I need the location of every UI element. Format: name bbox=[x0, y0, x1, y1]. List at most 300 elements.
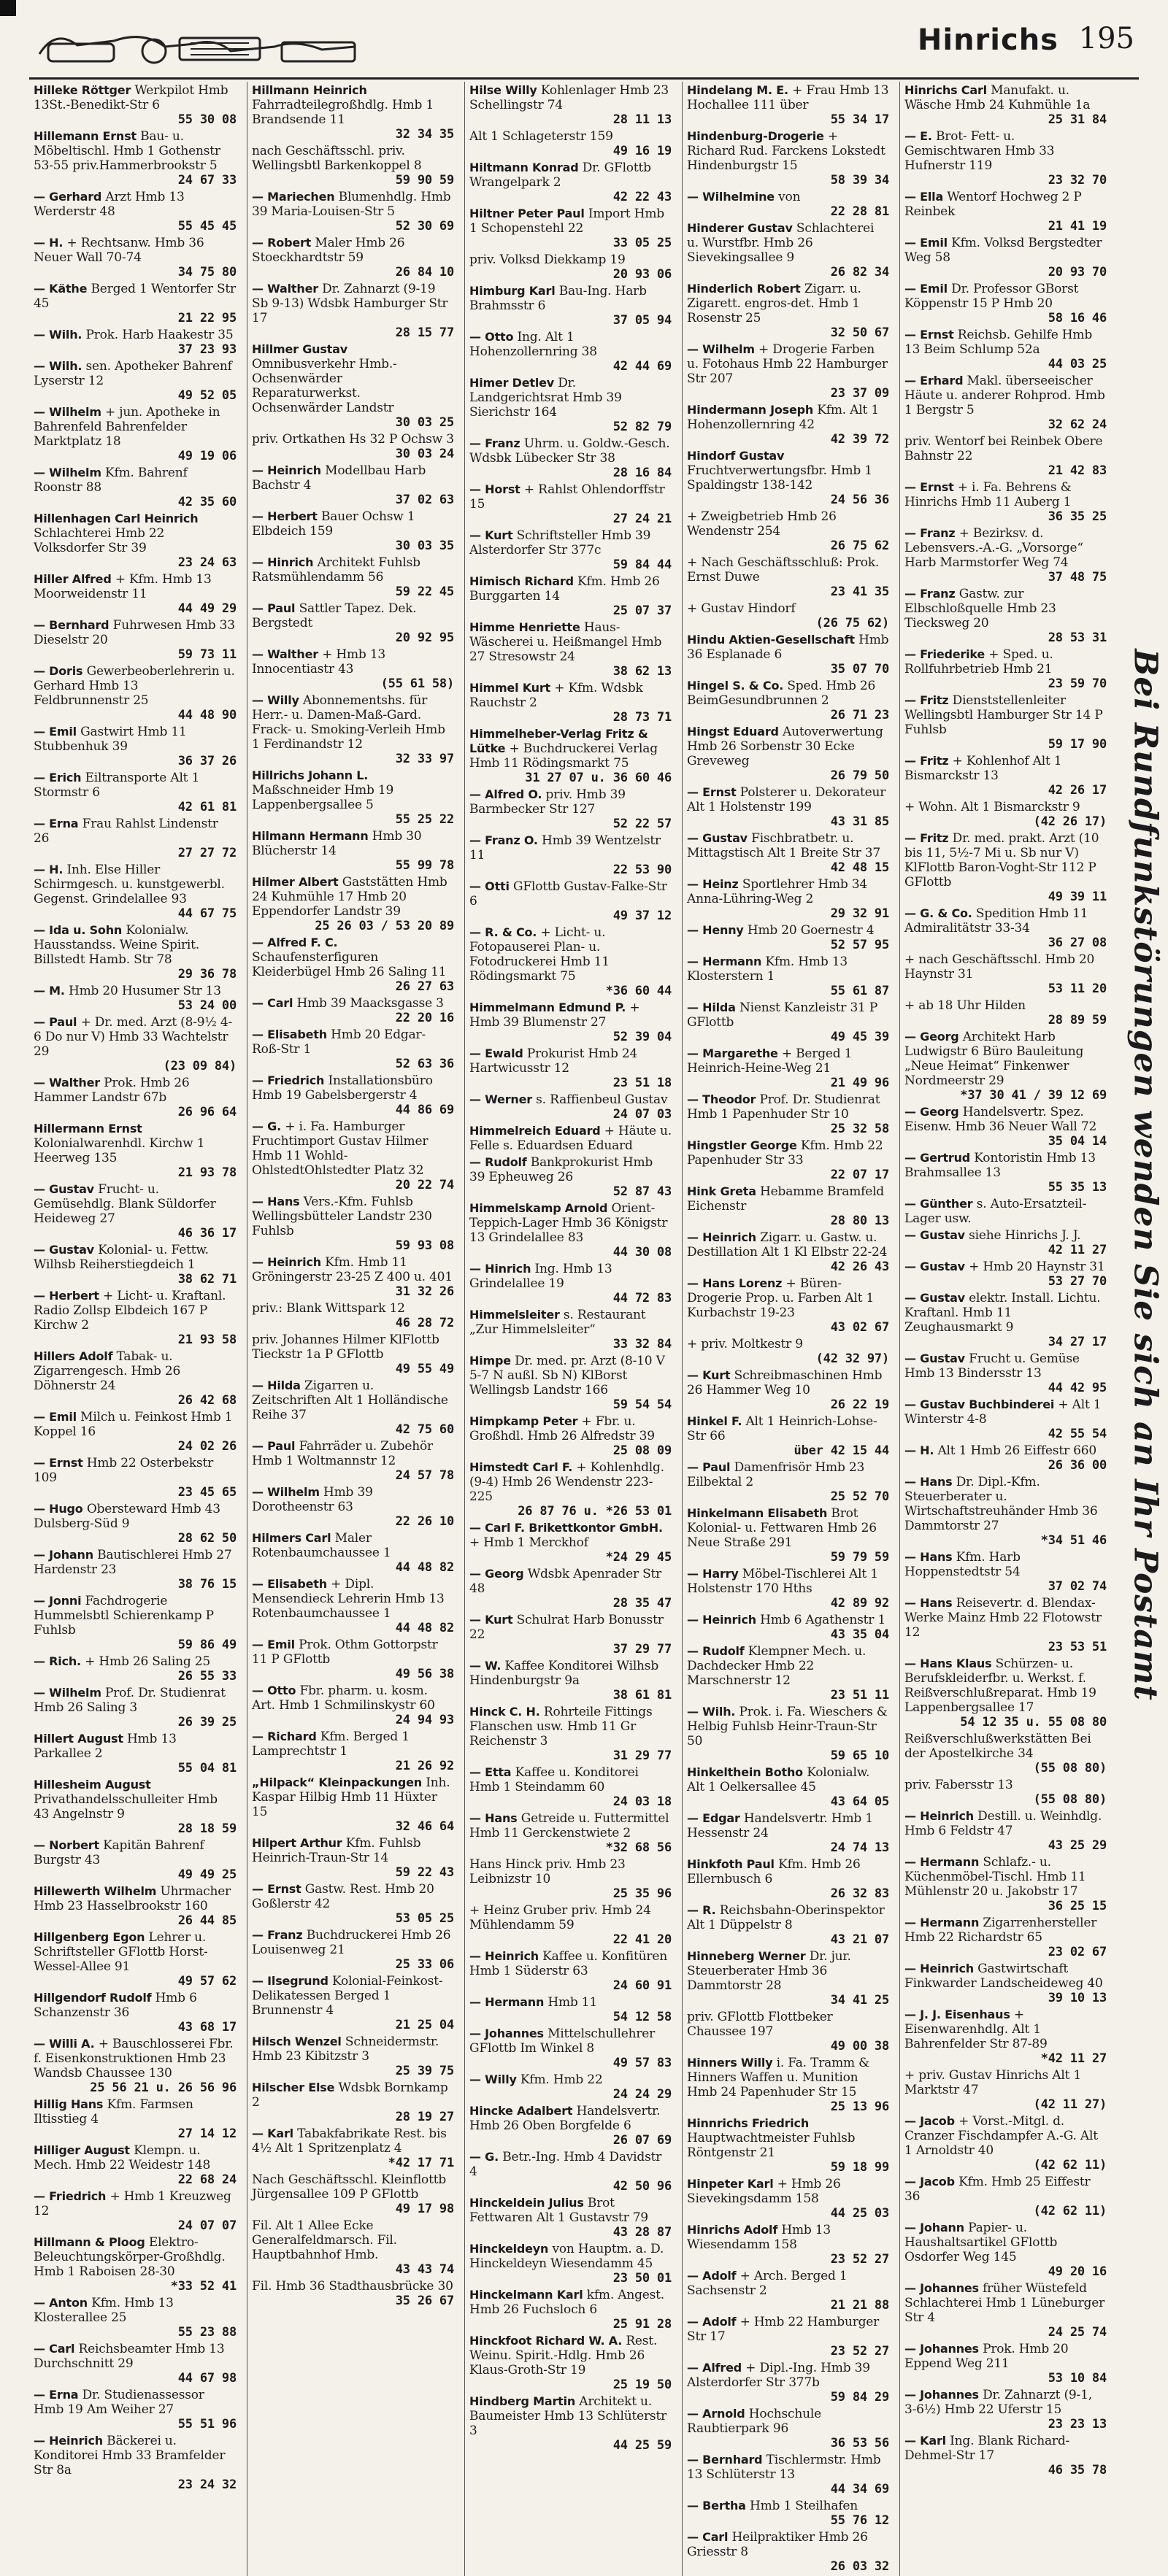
entry-details: Omnibusverkehr Hmb.-Ochsenwärder Reparaturwerkst. Ochsenwärder Landstr bbox=[252, 357, 397, 415]
entry-phone: 23 53 51 bbox=[1048, 1640, 1107, 1654]
entry-details: Kolonial-Feinkost-Delikatessen Berged 1 Brunnenstr 4 bbox=[252, 1974, 443, 2018]
entry-phone: 24 67 33 bbox=[177, 173, 237, 188]
entry-name: — Herbert bbox=[252, 509, 318, 523]
entry-details: Dr. Dipl.-Kfm. Steuerberater u. Wirtschaftstreuhänder Hmb 36 Dammtorstr 27 bbox=[904, 1475, 1098, 1533]
directory-entry bbox=[469, 2196, 672, 2240]
entry-details: früher Wüstefeld Schlachterei Hmb 1 Lüneburger Str 4 bbox=[904, 2281, 1105, 2325]
entry-name: — Walther bbox=[34, 1076, 100, 1090]
entry-details: Schriftsteller Hmb 39 Alsterdorfer Str 377c bbox=[469, 528, 651, 558]
entry-phone: 33 05 25 bbox=[612, 236, 672, 250]
entry-details: Zigarr. u. Zigarett. engros-det. Hmb 1 Rosenstr 25 bbox=[687, 282, 861, 325]
entry-name: — Fritz bbox=[904, 693, 949, 707]
entry-details: Polsterer u. Dekorateur Alt 1 Holstenstr 199 bbox=[687, 785, 886, 814]
entry-name: Himmel Kurt bbox=[469, 681, 550, 695]
entry-phone: 44 25 03 bbox=[830, 2206, 889, 2221]
entry-details: Installationsbüro Hmb 19 Gabelsbergerstr 4 bbox=[252, 1073, 433, 1103]
entry-phone: 34 27 17 bbox=[1048, 1335, 1107, 1349]
directory-entry bbox=[687, 2269, 889, 2313]
entry-phone: 49 56 38 bbox=[395, 1667, 454, 1681]
entry-name: — Gustav bbox=[904, 1228, 965, 1242]
entry-name: — Paul bbox=[252, 601, 296, 615]
entry-phone: 46 35 78 bbox=[1048, 2463, 1107, 2477]
entry-details: priv. Ortkathen Hs 32 P Ochsw 3 bbox=[252, 432, 454, 447]
directory-entry bbox=[904, 236, 1107, 279]
entry-details: + Drogerie Farben u. Fotohaus Hmb 22 Hamburger Str 207 bbox=[687, 342, 888, 386]
directory-entry bbox=[469, 1521, 672, 1565]
directory-entry bbox=[687, 1811, 889, 1855]
entry-phone: 28 16 84 bbox=[612, 466, 672, 480]
entry-phone: 36 53 56 bbox=[830, 2436, 889, 2450]
entry-details: Buchdruckerei Hmb 26 Louisenweg 21 bbox=[252, 1928, 451, 1957]
entry-details: + Kohlenhdlg. (9-4) Hmb 26 Wendenstr 223-225 bbox=[469, 1460, 664, 1504]
entry-details: Prok. Harb Haakestr 35 bbox=[85, 328, 234, 342]
entry-details: Papier- u. Haushaltsartikel GFlottb Osdorfer Weg 145 bbox=[904, 2221, 1058, 2264]
entry-details: Kfm. Hmb 22 Papenhuder Str 33 bbox=[687, 1138, 883, 1168]
entry-details: Ing. Blank Richard-Dehmel-Str 17 bbox=[904, 2434, 1070, 2463]
entry-phone: 23 41 35 bbox=[830, 585, 889, 599]
entry-phone: *34 51 46 bbox=[1040, 1533, 1107, 1548]
entry-name: — Wilhelm bbox=[252, 1485, 320, 1499]
entry-phone: 32 34 35 bbox=[395, 127, 454, 142]
entry-details: Reisevertr. d. Blendax-Werke Mainz Hmb 22 Flotowstr 12 bbox=[904, 1596, 1102, 1640]
directory-entry bbox=[904, 480, 1107, 524]
entry-name: Hillemann Ernst bbox=[34, 129, 137, 143]
directory-entry bbox=[904, 906, 1107, 950]
entry-name: Hinneberg Werner bbox=[687, 1949, 806, 1963]
entry-phone: 38 76 15 bbox=[177, 1577, 237, 1592]
entry-name: — Jacob bbox=[904, 2114, 955, 2128]
directory-entry bbox=[687, 1276, 889, 1335]
entry-details: Wdsbk Apenrader Str 48 bbox=[469, 1567, 662, 1596]
directory-entry bbox=[687, 633, 889, 676]
entry-name: Hillrichs Johann L. bbox=[252, 768, 369, 782]
entry-phone: 21 41 19 bbox=[1048, 219, 1107, 234]
directory-entry bbox=[252, 875, 454, 933]
entry-details: Gastwirt Hmb 11 Stubbenhuk 39 bbox=[34, 725, 187, 754]
entry-name: Hilsch Wenzel bbox=[252, 2035, 342, 2048]
entry-name: — Jonni bbox=[34, 1594, 82, 1608]
entry-name: — Emil bbox=[34, 1410, 77, 1424]
entry-phone: 53 05 25 bbox=[395, 1911, 454, 1926]
directory-entry bbox=[34, 1732, 237, 1775]
directory-entry bbox=[904, 1809, 1107, 1853]
directory-entry bbox=[252, 1439, 454, 1483]
page-number: 195 bbox=[1078, 22, 1134, 55]
directory-entry bbox=[34, 923, 237, 982]
directory-entry bbox=[469, 207, 672, 250]
entry-details: Abonnementshs. für Herr.- u. Damen-Maß-Gard. Frack- u. Smoking-Verleih Hmb 1 Ferdinandstr 12 bbox=[252, 693, 445, 752]
entry-name: — Gustav bbox=[904, 1351, 965, 1365]
entry-phone: 26 22 19 bbox=[830, 1397, 889, 1412]
entry-details: Dienststellenleiter Wellingsbtl Hamburger Str 14 P Fuhlsb bbox=[904, 693, 1103, 737]
directory-entry bbox=[34, 2097, 237, 2141]
entry-details: + jun. Apotheke in Bahrenfeld Bahrenfelder Marktplatz 18 bbox=[34, 405, 220, 449]
entry-name: — Hilda bbox=[687, 1000, 736, 1014]
entry-name: — Hermann bbox=[687, 955, 762, 968]
entry-phone: 28 11 13 bbox=[612, 112, 672, 127]
entry-details: Architekt u. Baumeister Hmb 13 Schlüterstr 3 bbox=[469, 2394, 667, 2438]
entry-details: Brot Fettwaren Alt 1 Gustavstr 79 bbox=[469, 2196, 648, 2225]
entry-details: elektr. Install. Lichtu. Kraftanl. Hmb 11 Zeughausmarkt 9 bbox=[904, 1291, 1101, 1335]
entry-phone: 32 62 24 bbox=[1048, 417, 1107, 432]
entry-details: Blumenhdlg. Hmb 39 Maria-Louisen-Str 5 bbox=[252, 190, 451, 219]
directory-entry bbox=[687, 2499, 889, 2528]
entry-phone: 32 33 97 bbox=[395, 752, 454, 766]
entry-name: Hinners Willy bbox=[687, 2056, 773, 2070]
entry-name: — Henny bbox=[687, 923, 744, 937]
entry-details: Maßschneider Hmb 19 Lappenbergsallee 5 bbox=[252, 783, 394, 812]
directory-entry bbox=[687, 449, 889, 507]
entry-details: Gastw. Rest. Hmb 20 Goßlerstr 42 bbox=[252, 1882, 434, 1911]
entry-name: Himburg Karl bbox=[469, 284, 556, 298]
entry-details: + Häute u. Felle s. Eduardsen Eduard bbox=[469, 1124, 672, 1153]
entry-details: Architekt Harb Ludwigstr 6 Büro Bauleitung „Neue Heimat“ Finkenwer Nordmeerstr 29 bbox=[904, 1030, 1084, 1088]
directory-entry bbox=[469, 482, 672, 526]
directory-entry bbox=[34, 618, 237, 662]
entry-name: Hilmers Carl bbox=[252, 1531, 331, 1545]
entry-phone: 21 93 58 bbox=[177, 1333, 237, 1347]
entry-phone: 24 07 03 bbox=[612, 1107, 672, 1122]
entry-phone: 59 73 11 bbox=[177, 647, 237, 662]
directory-entry bbox=[34, 236, 237, 279]
directory-entry bbox=[904, 2221, 1107, 2279]
entry-details: Klempner Mech. u. Dachdecker Hmb 22 Marschnerstr 12 bbox=[687, 1644, 867, 1688]
directory-entry bbox=[252, 282, 454, 340]
entry-name: — Ella bbox=[904, 190, 944, 204]
entry-name: — Carl F. Brikettkontor GmbH. bbox=[469, 1521, 663, 1535]
entry-name: — Kurt bbox=[469, 528, 513, 542]
directory-entry bbox=[904, 2114, 1107, 2172]
entry-name: — Ewald bbox=[469, 1046, 523, 1060]
entry-details: priv. Hmb 39 Barmbecker Str 127 bbox=[469, 787, 626, 817]
entry-phone: 28 19 27 bbox=[395, 2110, 454, 2124]
directory-column bbox=[682, 82, 892, 2576]
entry-phone: 26 55 33 bbox=[177, 1669, 237, 1684]
entry-name: — Hilda bbox=[252, 1378, 301, 1392]
entry-details: priv. Johannes Hilmer KlFlottb Tieckstr 1a P GFlottb bbox=[252, 1333, 439, 1362]
entry-name: — Hinrich bbox=[469, 1262, 531, 1276]
directory-entry bbox=[252, 1255, 454, 1299]
entry-phone: 43 43 74 bbox=[395, 2262, 454, 2277]
entry-phone: 54 12 35 u. 55 08 80 bbox=[960, 1715, 1107, 1729]
entry-name: Hinderer Gustav bbox=[687, 221, 793, 235]
entry-details: + Bezirksv. d. Lebensvers.-A.-G. „Vorsorge“ Harb Marmstorfer Weg 74 bbox=[904, 526, 1083, 570]
directory-entry bbox=[252, 509, 454, 553]
directory-entry bbox=[687, 785, 889, 829]
entry-name: Hiltner Peter Paul bbox=[469, 207, 585, 220]
entry-details: Schneidermstr. Hmb 23 Kibitzstr 3 bbox=[252, 2035, 439, 2064]
entry-phone: 44 48 90 bbox=[177, 708, 237, 722]
directory-entry bbox=[252, 2126, 454, 2170]
entry-details: Kfm. Hmb 25 Eiffestr 36 bbox=[904, 2175, 1091, 2204]
directory-entry bbox=[34, 1289, 237, 1347]
entry-details: Kfm. Hmb 13 Klosterallee 25 bbox=[34, 2296, 174, 2325]
directory-entry bbox=[34, 1456, 237, 1500]
directory-entry bbox=[687, 555, 889, 599]
entry-phone: 23 24 32 bbox=[177, 2477, 237, 2492]
directory-entry bbox=[34, 1410, 237, 1454]
directory-entry bbox=[904, 1151, 1107, 1195]
directory-entry bbox=[252, 1531, 454, 1575]
entry-phone: 44 86 69 bbox=[395, 1103, 454, 1117]
entry-name: — Walther bbox=[252, 282, 318, 296]
entry-name: — Erich bbox=[34, 771, 82, 784]
entry-phone: *32 68 56 bbox=[605, 1840, 672, 1855]
entry-phone: 38 62 71 bbox=[177, 1272, 237, 1287]
entry-phone: 42 35 60 bbox=[177, 495, 237, 509]
directory-entry bbox=[34, 466, 237, 509]
entry-details: Bau- u. Möbeltischl. Hmb 1 Gothenstr 53-55 priv.Hammerbrookstr 5 bbox=[34, 129, 220, 173]
entry-name: — E. bbox=[904, 129, 932, 143]
entry-details: + Bauschlosserei Fbr. f. Eisenkonstruktionen Hmb 23 Wandsb Chaussee 130 bbox=[34, 2037, 234, 2081]
entry-name: — Doris bbox=[34, 664, 83, 678]
directory-entry bbox=[687, 1414, 889, 1458]
entry-name: — Franz bbox=[469, 436, 520, 450]
entry-name: — Harry bbox=[687, 1567, 739, 1581]
entry-name: — Horst bbox=[469, 482, 520, 496]
entry-details: + Hmb 22 Hamburger Str 17 bbox=[687, 2315, 880, 2344]
entry-details: Nach Geschäftsschl. Kleinflottb Jürgensallee 109 P GFlottb bbox=[252, 2172, 447, 2202]
entry-name: Hinrichs Adolf bbox=[687, 2223, 778, 2237]
directory-entry bbox=[469, 574, 672, 618]
entry-details: + Hmb 39 Blumenstr 27 bbox=[469, 1000, 640, 1030]
directory-entry bbox=[904, 1550, 1107, 1594]
entry-name: — G. bbox=[469, 2150, 499, 2164]
entry-phone: 44 25 59 bbox=[612, 2438, 672, 2453]
entry-phone: 55 51 96 bbox=[177, 2417, 237, 2432]
entry-details: Kfm. Berged 1 Lamprechtstr 1 bbox=[252, 1729, 410, 1759]
directory-entry bbox=[34, 572, 237, 616]
directory-entry bbox=[904, 754, 1107, 798]
entry-phone: 25 39 75 bbox=[395, 2064, 454, 2078]
directory-entry bbox=[687, 679, 889, 722]
entry-phone: 25 56 21 u. 26 56 96 bbox=[90, 2081, 237, 2095]
entry-phone: 59 84 29 bbox=[830, 2390, 889, 2405]
entry-details: Dr. Studienassessor Hmb 19 Am Weiher 27 bbox=[34, 2388, 204, 2417]
entry-details: Berged 1 Wentorfer Str 45 bbox=[34, 282, 236, 311]
entry-phone: 39 10 13 bbox=[1048, 1991, 1107, 2005]
entry-phone: 24 02 26 bbox=[177, 1439, 237, 1454]
directory-entry bbox=[904, 1228, 1107, 1257]
entry-details: Dr. med. prakt. Arzt (10 bis 11, 5½-7 Mi u. Sb nur V) KlFlottb Baron-Voght-Str 112 P GFlottb bbox=[904, 831, 1099, 890]
entry-phone: 44 34 69 bbox=[830, 2482, 889, 2496]
entry-phone: 20 22 74 bbox=[395, 1178, 454, 1192]
entry-name: — M. bbox=[34, 984, 65, 998]
entry-name: — Erna bbox=[34, 2388, 79, 2402]
entry-phone: 22 28 81 bbox=[830, 204, 889, 219]
entry-details: Zigarren u. Zeitschriften Alt 1 Holländische Reihe 37 bbox=[252, 1378, 448, 1422]
entry-phone: 24 94 93 bbox=[395, 1713, 454, 1727]
directory-entry bbox=[469, 2072, 672, 2102]
entry-name: Hillert August bbox=[34, 1732, 123, 1746]
entry-details: priv. GFlottb Flottbeker Chaussee 197 bbox=[687, 2010, 833, 2039]
entry-name: — Carl bbox=[687, 2530, 729, 2544]
entry-name: Hindelang M. E. bbox=[687, 83, 788, 97]
entry-name: Hincke Adalbert bbox=[469, 2104, 573, 2118]
entry-phone: 53 27 70 bbox=[1048, 1274, 1107, 1289]
entry-phone: 32 50 67 bbox=[830, 325, 889, 340]
entry-phone: 52 57 95 bbox=[830, 938, 889, 952]
entry-phone: 43 02 67 bbox=[830, 1320, 889, 1335]
entry-phone: 31 27 07 u. 36 60 46 bbox=[525, 771, 672, 785]
entry-phone: 49 45 39 bbox=[830, 1030, 889, 1044]
entry-name: — Ernst bbox=[252, 1882, 301, 1896]
directory-entry bbox=[904, 1962, 1107, 2005]
entry-name: — Heinrich bbox=[252, 1255, 321, 1269]
entry-details: i. Fa. Tramm & Hinners Waffen u. Munition Hmb 24 Papenhuder Str 15 bbox=[687, 2056, 870, 2099]
entry-phone: *42 11 27 bbox=[1040, 2051, 1107, 2066]
entry-phone: 36 35 25 bbox=[1048, 509, 1107, 524]
directory-entry bbox=[687, 877, 889, 921]
entry-name: Hillig Hans bbox=[34, 2097, 104, 2111]
entry-name: — Ernst bbox=[687, 785, 737, 799]
entry-details: Werkpilot Hmb 13St.-Benedikt-Str 6 bbox=[34, 83, 228, 112]
entry-name: — Johannes bbox=[469, 2027, 544, 2040]
entry-phone: 55 30 08 bbox=[177, 112, 237, 127]
directory-entry bbox=[687, 1046, 889, 1090]
directory-entry bbox=[34, 1654, 237, 1684]
entry-details: Fischbratbetr. u. Mittagstisch Alt 1 Breite Str 37 bbox=[687, 831, 880, 860]
entry-name: Himisch Richard bbox=[469, 574, 574, 588]
entry-name: — Hermann bbox=[904, 1916, 980, 1929]
directory-entry bbox=[687, 955, 889, 998]
entry-phone: 37 23 93 bbox=[177, 342, 237, 357]
entry-details: Reichsb. Gehilfe Hmb 13 Beim Schlump 52a bbox=[904, 328, 1093, 357]
entry-name: Hinkelthein Botho bbox=[687, 1765, 803, 1779]
entry-phone: 26 96 64 bbox=[177, 1105, 237, 1119]
entry-name: — Kurt bbox=[469, 1613, 513, 1627]
directory-entry bbox=[904, 83, 1107, 127]
entry-details: Reichsbahn-Oberinspektor Alt 1 Düppelstr 8 bbox=[687, 1903, 885, 1932]
directory-entry bbox=[252, 1928, 454, 1972]
entry-details: Klempn. u. Mech. Hmb 22 Weidestr 148 bbox=[34, 2143, 211, 2172]
entry-name: Hillgendorf Rudolf bbox=[34, 1991, 152, 2005]
entry-details: Schlachterei u. Wurstfbr. Hmb 26 Sievekingsallee 9 bbox=[687, 221, 875, 265]
entry-phone: 24 57 78 bbox=[395, 1468, 454, 1483]
entry-name: — Bernhard bbox=[687, 2453, 763, 2467]
entry-phone: 35 26 67 bbox=[395, 2294, 454, 2308]
entry-name: Hindu Aktien-Gesellschaft bbox=[687, 633, 855, 647]
entry-phone: 42 75 60 bbox=[395, 1422, 454, 1437]
directory-entry bbox=[687, 2010, 889, 2054]
directory-column bbox=[899, 82, 1110, 2576]
directory-entry bbox=[469, 1949, 672, 1993]
directory-entry bbox=[687, 190, 889, 219]
entry-name: — Wilhelm bbox=[34, 405, 101, 419]
entry-details: Ing. Hmb 13 Grindelallee 19 bbox=[469, 1262, 612, 1291]
entry-details: Handelsvertr. Hmb 1 Hessenstr 24 bbox=[687, 1811, 873, 1840]
entry-name: Himstedt Carl F. bbox=[469, 1460, 573, 1474]
entry-phone: 35 04 14 bbox=[1048, 1134, 1107, 1149]
entry-phone: *37 30 41 / 39 12 69 bbox=[960, 1088, 1107, 1103]
entry-details: Kolonialw. Hausstandss. Weine Spirit. Billstedt Hamb. Str 78 bbox=[34, 923, 199, 967]
directory-entry bbox=[469, 83, 672, 127]
entry-phone: (42 62 11) bbox=[1033, 2204, 1107, 2218]
entry-name: Himmelsleiter bbox=[469, 1308, 560, 1322]
entry-phone: 21 25 04 bbox=[395, 2018, 454, 2032]
directory-entry bbox=[34, 1015, 237, 1073]
entry-details: Gastw. zur Elbschloßquelle Hmb 23 Tiecksweg 20 bbox=[904, 587, 1056, 630]
entry-details: Dr. Zahnarzt (9-19 Sb 9-13) Wdsbk Hamburger Str 17 bbox=[252, 282, 448, 325]
entry-phone: 23 51 18 bbox=[612, 1076, 672, 1090]
entry-phone: 42 89 92 bbox=[830, 1596, 889, 1611]
entry-phone: 25 33 06 bbox=[395, 1957, 454, 1972]
entry-phone: über 42 15 44 bbox=[794, 1443, 889, 1458]
entry-phone: 42 26 43 bbox=[830, 1260, 889, 1274]
entry-details: Hmb 11 bbox=[548, 1995, 598, 2010]
directory-entry bbox=[252, 936, 454, 994]
directory-entry bbox=[34, 2143, 237, 2187]
entry-phone: 29 32 91 bbox=[830, 906, 889, 921]
entry-details: Fil. Alt 1 Allee Ecke Generalfeldmarsch. Fil. Hauptbahnhof Hmb. bbox=[252, 2218, 397, 2262]
entry-name: Hinpeter Karl bbox=[687, 2177, 774, 2191]
entry-name: — Walther bbox=[252, 647, 318, 661]
entry-details: Schlafz.- u. Küchenmöbel-Tischl. Hmb 11 Mühlenstr 20 u. Jakobstr 17 bbox=[904, 1855, 1086, 1899]
entry-phone: 25 52 70 bbox=[830, 1489, 889, 1504]
directory-entry bbox=[904, 1443, 1107, 1473]
entry-phone: 22 41 20 bbox=[612, 1932, 672, 1947]
entry-details: Dr. Professor GBorst Köppenstr 15 P Hmb 20 bbox=[904, 282, 1079, 311]
entry-phone: 29 36 78 bbox=[177, 967, 237, 982]
entry-details: + Nach Geschäftsschluß: Prok. Ernst Duwe bbox=[687, 555, 880, 585]
entry-name: Himpkamp Peter bbox=[469, 1414, 578, 1428]
entry-name: — Willi A. bbox=[34, 2037, 95, 2051]
entry-name: Hinckelmann Karl bbox=[469, 2288, 583, 2302]
entry-phone: 31 29 77 bbox=[612, 1748, 672, 1763]
directory-entry bbox=[469, 1046, 672, 1090]
entry-phone: *36 60 44 bbox=[605, 984, 672, 998]
entry-phone: 49 39 11 bbox=[1048, 890, 1107, 904]
directory-entry bbox=[687, 282, 889, 340]
entry-name: — Paul bbox=[252, 1439, 296, 1453]
entry-details: Brot- Fett- u. Gemischtwaren Hmb 33 Hufnerstr 119 bbox=[904, 129, 1055, 173]
entry-details: Fahrräder u. Zubehör Hmb 1 Woltmannstr 12 bbox=[252, 1439, 433, 1468]
directory-entry bbox=[34, 984, 237, 1013]
entry-details: + Licht- u. Fotopauserei Plan- u. Fotodruckerei Hmb 11 Rödingsmarkt 75 bbox=[469, 925, 610, 984]
directory-entry bbox=[904, 2068, 1107, 2112]
entry-name: — Gustav bbox=[687, 831, 748, 845]
entry-name: — Heinrich bbox=[469, 1949, 539, 1963]
directory-entry bbox=[34, 190, 237, 234]
entry-details: Kfm. Hmb 22 bbox=[520, 2072, 603, 2087]
entry-name: Himer Detlev bbox=[469, 376, 555, 390]
entry-name: Hillenhagen Carl Heinrich bbox=[34, 512, 199, 525]
directory-entry bbox=[34, 83, 237, 127]
entry-name: — Käthe bbox=[34, 282, 88, 296]
entry-phone: 34 75 80 bbox=[177, 265, 237, 279]
entry-phone: 44 48 82 bbox=[395, 1621, 454, 1635]
directory-entry bbox=[469, 1155, 672, 1199]
directory-entry bbox=[252, 342, 454, 430]
entry-name: Hilliger August bbox=[34, 2143, 130, 2157]
entry-details: priv. Volksd Diekkamp 19 bbox=[469, 252, 626, 267]
directory-entry bbox=[904, 526, 1107, 585]
entry-details: Alt 1 Heinrich-Lohse-Str 66 bbox=[687, 1414, 877, 1443]
entry-details: + Richard Rud. Farckens Lokstedt Hindenburgstr 15 bbox=[687, 129, 885, 173]
entry-phone: 25 07 37 bbox=[612, 603, 672, 618]
directory-entry bbox=[34, 2189, 237, 2233]
directory-entry bbox=[687, 1903, 889, 1947]
entry-name: — Johannes bbox=[904, 2281, 979, 2295]
directory-entry bbox=[252, 1333, 454, 1376]
entry-details: Betr.-Ing. Hmb 4 Davidstr 4 bbox=[469, 2150, 662, 2179]
entry-name: — Karl bbox=[252, 2126, 293, 2140]
directory-entry bbox=[687, 2223, 889, 2267]
entry-phone: 25 35 96 bbox=[612, 1886, 672, 1901]
entry-phone: 55 35 13 bbox=[1048, 1180, 1107, 1195]
entry-name: — Alfred F. C. bbox=[252, 936, 338, 949]
entry-name: — Johann bbox=[34, 1548, 93, 1562]
